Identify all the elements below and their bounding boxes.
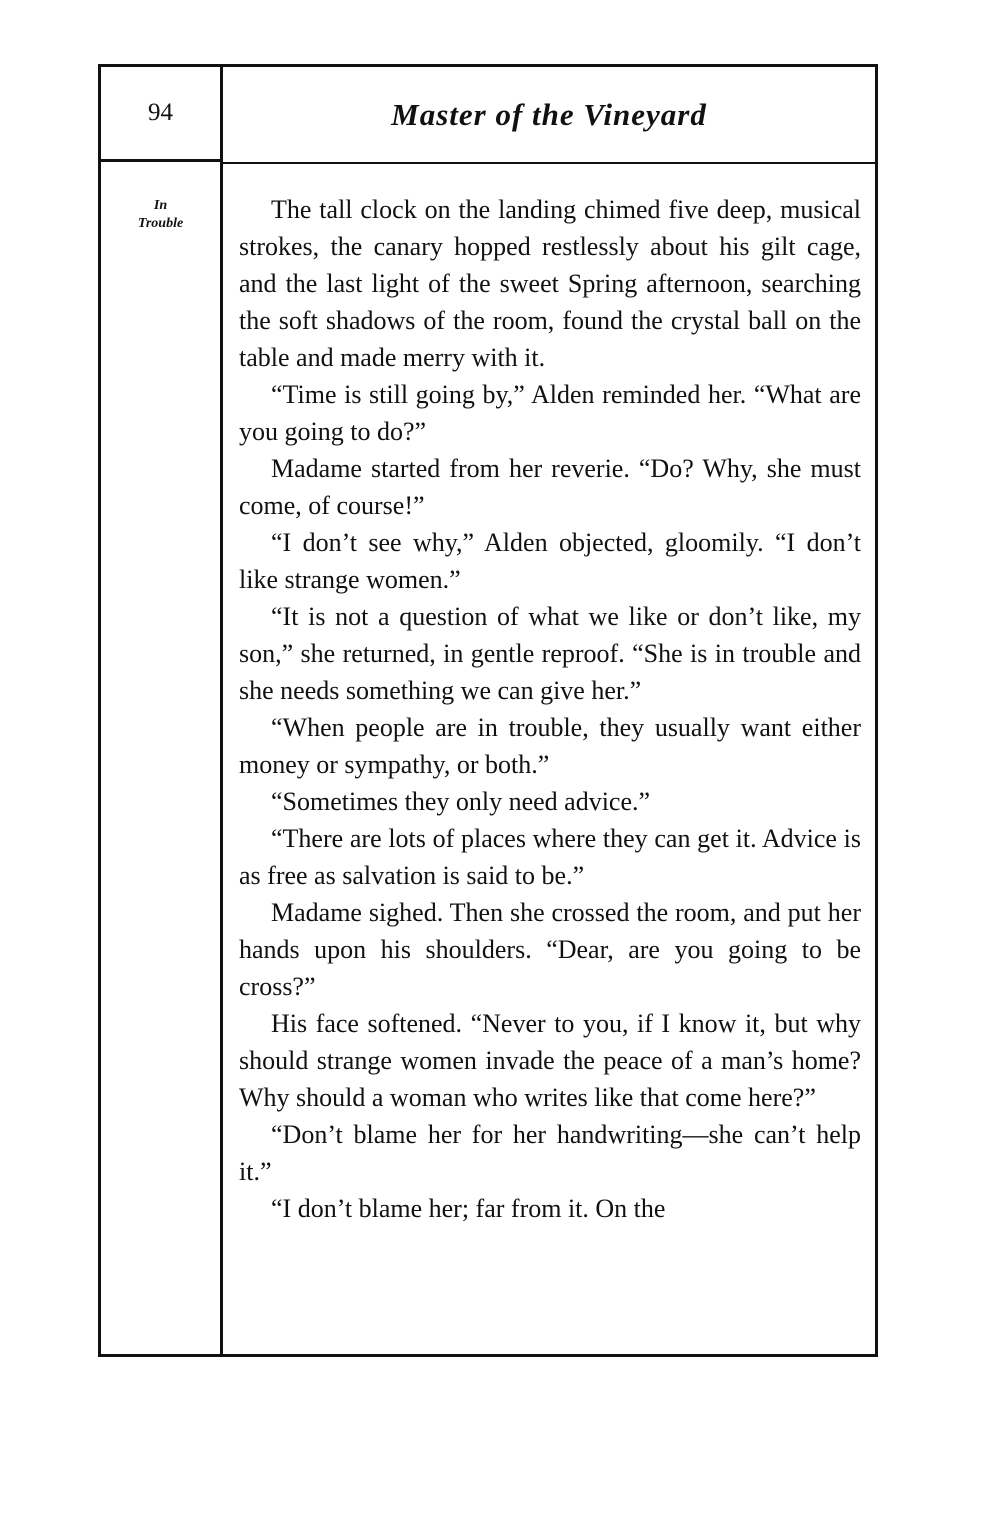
paragraph: Madame sighed. Then she crossed the room, and put her hands upon his shoulders. “Dear, are you going to be cross?” [239, 898, 861, 1001]
paragraph: “Sometimes they only need advice.” [271, 787, 651, 816]
paragraph: The tall clock on the landing chimed five deep, musical strokes, the canary hopped restlessly about his gilt cage, and the last light of the sweet Spring afternoon, searching the soft shadows of the room, found the crystal ball on the table and made merry with it. [239, 195, 861, 372]
body-text [239, 191, 861, 1227]
running-head: Master of the Vineyard [391, 96, 707, 132]
paragraph: “Don’t blame her for her handwriting—she can’t help it.” [239, 1120, 861, 1186]
page-frame [98, 64, 878, 1357]
paragraph: “It is not a question of what we like or don’t like, my son,” she returned, in gentle reproof. “She is in trouble and she needs something we can give her.” [239, 602, 861, 705]
paragraph: “There are lots of places where they can get it. Advice is as free as salvation is said to be.” [239, 824, 861, 890]
header-rule-right [223, 162, 875, 164]
margin-note-line-1: In [153, 198, 168, 213]
paragraph: Madame started from her reverie. “Do? Why, she must come, of course!” [239, 454, 861, 520]
margin-note-line-2: Trouble [137, 216, 184, 231]
paragraph: “I don’t see why,” Alden objected, gloomily. “I don’t like strange women.” [239, 528, 861, 594]
header-rule-left [101, 159, 220, 162]
page-number: 94 [148, 99, 173, 126]
paragraph: “I don’t blame her; far from it. On the [271, 1194, 666, 1223]
paragraph: “Time is still going by,” Alden reminded her. “What are you going to do?” [239, 380, 861, 446]
margin-note [101, 197, 220, 233]
margin-divider [220, 67, 223, 1354]
paragraph: “When people are in trouble, they usually want either money or sympathy, or both.” [239, 713, 861, 779]
paragraph: His face softened. “Never to you, if I know it, but why should strange women invade the peace of a man’s home? Why should a woman who writes like that come here?” [239, 1009, 861, 1112]
